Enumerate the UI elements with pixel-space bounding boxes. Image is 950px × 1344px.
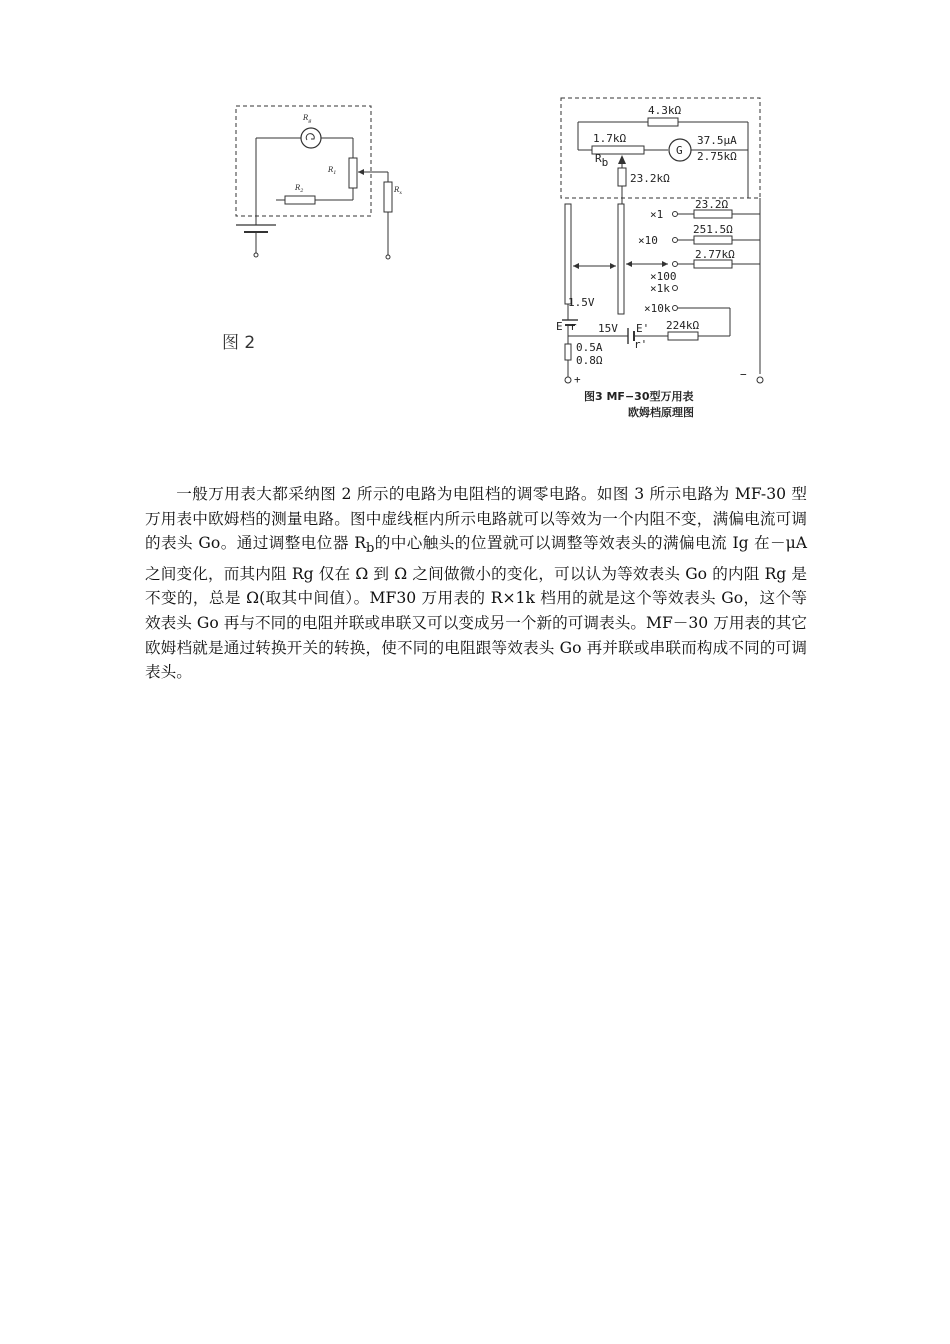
- label-r1: $R_1$: [328, 166, 337, 176]
- label-rg: $R_g$: [303, 114, 312, 124]
- plus-terminal: +: [574, 373, 581, 386]
- body-text: [145, 482, 807, 685]
- battery2-voltage: 15V: [598, 322, 618, 335]
- range-x10-res: 251.5Ω: [693, 223, 733, 236]
- figure-3-caption-line2: 欧姆档原理图: [628, 406, 694, 419]
- battery1-voltage: 1.5V: [568, 296, 595, 309]
- battery2-r: r': [634, 338, 648, 351]
- battery2-e: E': [636, 322, 650, 335]
- range-x100-res: 2.77kΩ: [695, 248, 735, 261]
- range-x10: ×10: [638, 234, 658, 247]
- fuse-resistance: 0.8Ω: [576, 354, 603, 367]
- fuse-current: 0.5A: [576, 341, 603, 354]
- range-x1-res: 23.2Ω: [695, 198, 729, 211]
- range-x100: ×100: [650, 270, 677, 283]
- meter-resistance-label: 2.75kΩ: [697, 150, 737, 163]
- figure-3-caption-line1: 图3 MF−30型万用表: [584, 390, 694, 403]
- range-x1k: ×1k: [650, 282, 670, 295]
- minus-terminal: −: [740, 368, 747, 381]
- r-mid-label: 23.2kΩ: [630, 172, 670, 185]
- battery1-r: r: [570, 320, 577, 333]
- label-rx: $R_x$: [394, 186, 403, 196]
- figure-2-circuit: [228, 100, 418, 265]
- meter-symbol: G: [676, 144, 683, 157]
- r-top-label: 4.3kΩ: [648, 104, 682, 117]
- meter-current-label: 37.5μA: [697, 134, 737, 147]
- label-r2: $R_2$: [295, 184, 304, 194]
- range-x1: ×1: [650, 208, 664, 221]
- figure-2-label: 图 2: [222, 333, 256, 353]
- battery1-e: E: [556, 320, 563, 333]
- body-paragraph: 一般万用表大都采纳图 2 所示的电路为电阻档的调零电路。如图 3 所示电路为 MF-30 型万用表中欧姆档的测量电路。图中虚线框内所示电路就可以等效为一个内阻不变，满偏电流可调的表头 Go。通过调整电位器 $R_b$的中心触头的位置就可以调整等效表头的满偏电流 Ig 在－μA 之间变化，而其内阻 Rg 仅在 Ω 到 Ω 之间做微小的变化，可以认为等效表头 Go 的内阻 Rg 是不变的，总是 Ω(取其中间值）。MF30 万用表的 R×1k 档用的就是这个等效表头 Go，这个等效表头 Go 再与不同的电阻并联或串联又可以变成另一个新的可调表头。MF－30 万用表的其它欧姆档就是通过转换开关的转换，使不同的电阻跟等效表头 Go 再并联或串联而构成不同的可调表头。: [145, 485, 808, 682]
- rb-label: Rb: [595, 152, 609, 169]
- r-left-label: 1.7kΩ: [593, 132, 627, 145]
- figure-3-schematic: [548, 92, 770, 427]
- battery2-res: 224kΩ: [666, 319, 700, 332]
- range-x10k: ×10k: [644, 302, 671, 315]
